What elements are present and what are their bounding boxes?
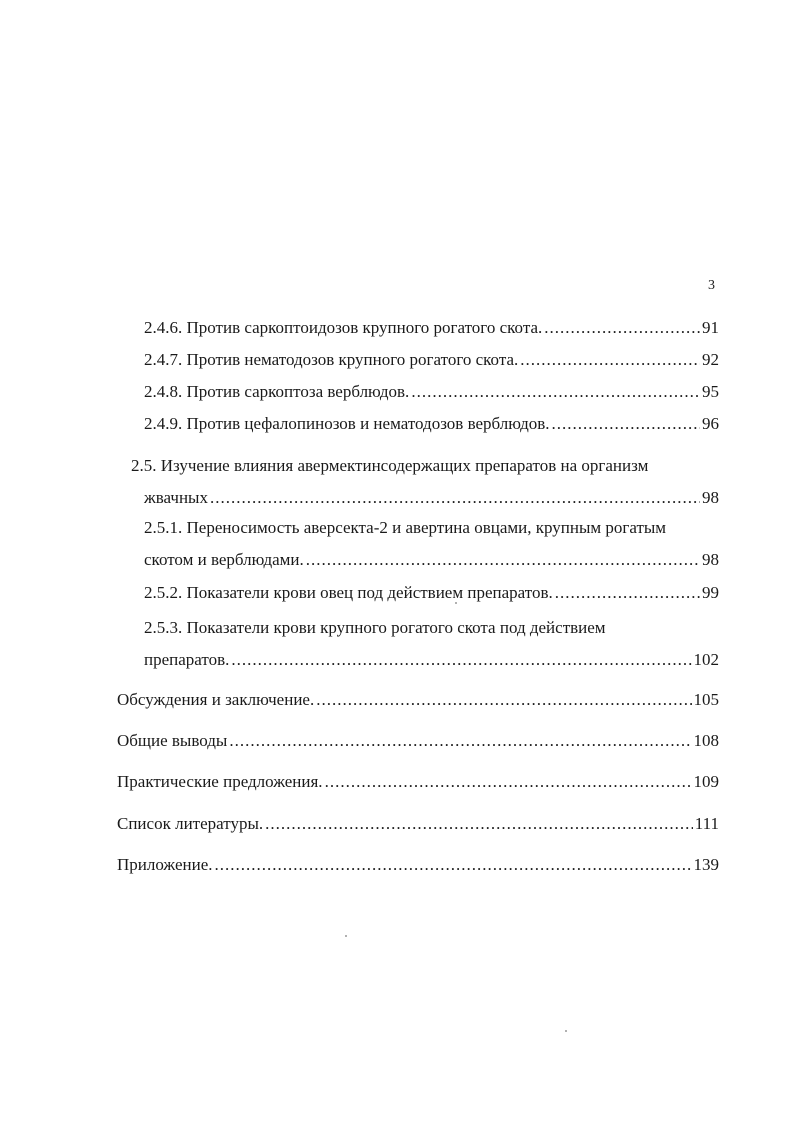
toc-entry-title: 2.5.3. Показатели крови крупного рогатого скота под действием — [144, 618, 606, 637]
toc-entry-2-5 — [131, 456, 719, 508]
toc-entry-page: 139 — [693, 855, 719, 874]
toc-entry-title: 2.4.6. Против саркоптоидозов крупного рогатого скота. — [144, 318, 543, 337]
toc-entry-2-4-6 — [144, 318, 719, 338]
toc-entry-title: 2.5.2. Показатели крови овец под действием препаратов. — [144, 583, 553, 602]
toc-entry-title: Практические предложения. — [117, 772, 323, 791]
toc-entry-page: 95 — [702, 382, 719, 401]
toc-entry-page: 108 — [693, 731, 719, 750]
toc-entry-page: 109 — [693, 772, 719, 791]
toc-entry-2-4-8 — [144, 382, 719, 402]
toc-entry-page: 98 — [702, 488, 719, 507]
toc-entry-page: 98 — [702, 550, 719, 569]
toc-entry-page: 96 — [702, 414, 719, 433]
toc-entry-2-4-9 — [144, 414, 719, 434]
toc-entry-title: 2.5.1. Переносимость аверсекта-2 и авертина овцами, крупным рогатым — [144, 518, 667, 537]
toc-entry-title: Приложение. — [117, 855, 213, 874]
toc-entry-conclusions — [117, 731, 719, 751]
toc-entry-page: 92 — [702, 350, 719, 369]
toc-entry-2-5-1 — [144, 518, 719, 570]
toc-entry-title: Общие выводы — [117, 731, 228, 750]
toc-entry-title: Обсуждения и заключение. — [117, 690, 315, 709]
toc-entry-2-5-2 — [144, 583, 719, 603]
toc-entry-page: 105 — [693, 690, 719, 709]
scan-speck — [345, 935, 347, 937]
toc-entry-title-cont: жвачных — [144, 488, 208, 507]
toc-entry-page: 102 — [693, 650, 719, 669]
toc-entry-page: 99 — [702, 583, 719, 602]
toc-entry-title: 2.4.9. Против цефалопинозов и нематодозов верблюдов. — [144, 414, 550, 433]
toc-entry-appendix — [117, 855, 719, 875]
toc-entry-page: 91 — [702, 318, 719, 337]
toc-entry-title: Список литературы. — [117, 814, 264, 833]
toc-entry-title-cont: скотом и верблюдами. — [144, 550, 304, 569]
toc-entry-title: 2.4.7. Против нематодозов крупного рогатого скота. — [144, 350, 519, 369]
page-number: 3 — [708, 278, 715, 293]
toc-entry-practical-proposals — [117, 772, 719, 792]
scan-speck — [455, 602, 457, 604]
toc-entry-2-5-3 — [144, 618, 719, 670]
toc-entry-references — [117, 814, 719, 834]
toc-entry-title: 2.5. Изучение влияния авермектинсодержащих препаратов на организм — [131, 456, 649, 475]
toc-entry-page: 111 — [694, 814, 719, 833]
toc-entry-2-4-7 — [144, 350, 719, 370]
scan-speck — [565, 1030, 567, 1032]
toc-entry-title-cont: препаратов. — [144, 650, 230, 669]
toc-entry-discussion — [117, 690, 719, 710]
toc-entry-title: 2.4.8. Против саркоптоза верблюдов. — [144, 382, 410, 401]
